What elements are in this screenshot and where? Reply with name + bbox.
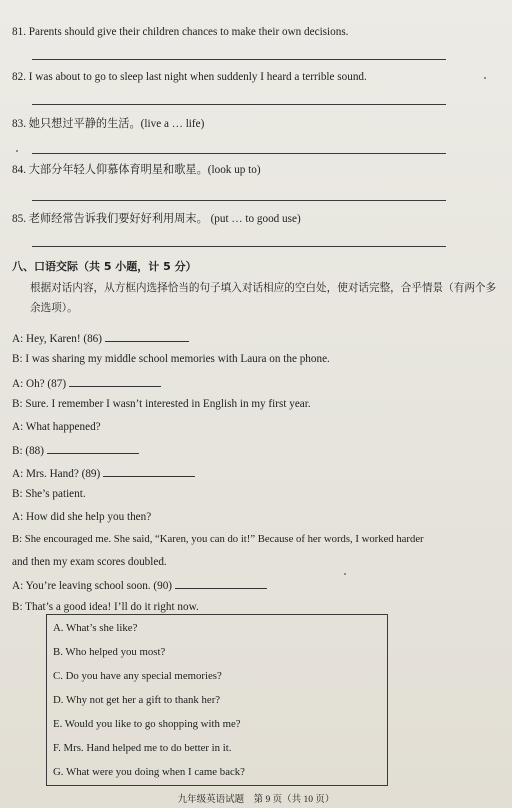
answer-line-85[interactable] [32, 246, 446, 247]
section-instruction: 根据对话内容，从方框内选择恰当的句子填入对话相应的空白处，使对话完整，合乎情景（有两个多余选项）。 [30, 283, 497, 314]
option-b: B. Who helped you most? [53, 646, 166, 658]
dialogue-line-13: B: That’s a good idea! I’ll do it right now. [12, 601, 199, 613]
dialogue-line-9: A: How did she help you then? [12, 511, 152, 523]
option-e: E. Would you like to go shopping with me? [53, 718, 241, 730]
option-g: G. What were you doing when I came back? [53, 766, 245, 778]
answer-line-82[interactable] [32, 104, 446, 105]
question-83: 83. 她只想过平静的生活。(live a … life) [12, 118, 205, 130]
dialogue-line-3: A: Oh? (87) [12, 375, 161, 391]
dialogue-line-1: A: Hey, Karen! (86) [12, 330, 189, 346]
dialogue-line-7: A: Mrs. Hand? (89) [12, 465, 195, 481]
option-a: A. What’s she like? [53, 622, 138, 634]
scan-speck [484, 77, 486, 79]
blank-89[interactable] [103, 465, 195, 477]
dialogue-line-8: B: She’s patient. [12, 488, 86, 500]
question-81: 81. Parents should give their children chances to make their own decisions. [12, 26, 349, 38]
answer-line-84[interactable] [32, 200, 446, 201]
blank-86[interactable] [105, 330, 189, 342]
dialogue-line-4: B: Sure. I remember I wasn’t interested in English in my first year. [12, 398, 311, 410]
page-footer: 九年级英语试题 第 9 页（共 10 页） [177, 795, 335, 805]
question-85: 85. 老师经常告诉我们要好好利用周末。 (put … to good use) [12, 213, 301, 225]
blank-87[interactable] [69, 375, 161, 387]
option-c: C. Do you have any special memories? [53, 670, 222, 682]
dialogue-line-12: A: You’re leaving school soon. (90) [12, 577, 267, 593]
scan-speck [16, 150, 18, 152]
answer-line-83[interactable] [32, 153, 446, 154]
blank-90[interactable] [175, 577, 267, 589]
dialogue-line-5: A: What happened? [12, 421, 101, 433]
dialogue-line-10: B: She encouraged me. She said, “Karen, you can do it!” Because of her words, I worked harder [12, 533, 424, 545]
dialogue-line-6: B: (88) [12, 442, 139, 458]
dialogue-line-11: and then my exam scores doubled. [12, 556, 167, 568]
question-84: 84. 大部分年轻人仰慕体育明星和歌星。(look up to) [12, 164, 261, 176]
scan-speck [344, 573, 346, 575]
dialogue-line-2: B: I was sharing my middle school memories with Laura on the phone. [12, 353, 330, 365]
section-title: 八、口语交际（共 5 小题，计 5 分） [12, 260, 197, 273]
option-d: D. Why not get her a gift to thank her? [53, 694, 221, 706]
answer-line-81[interactable] [32, 59, 446, 60]
options-box [46, 614, 388, 786]
question-82: 82. I was about to go to sleep last night when suddenly I heard a terrible sound. [12, 71, 367, 83]
blank-88[interactable] [47, 442, 139, 454]
option-f: F. Mrs. Hand helped me to do better in it. [53, 742, 232, 754]
